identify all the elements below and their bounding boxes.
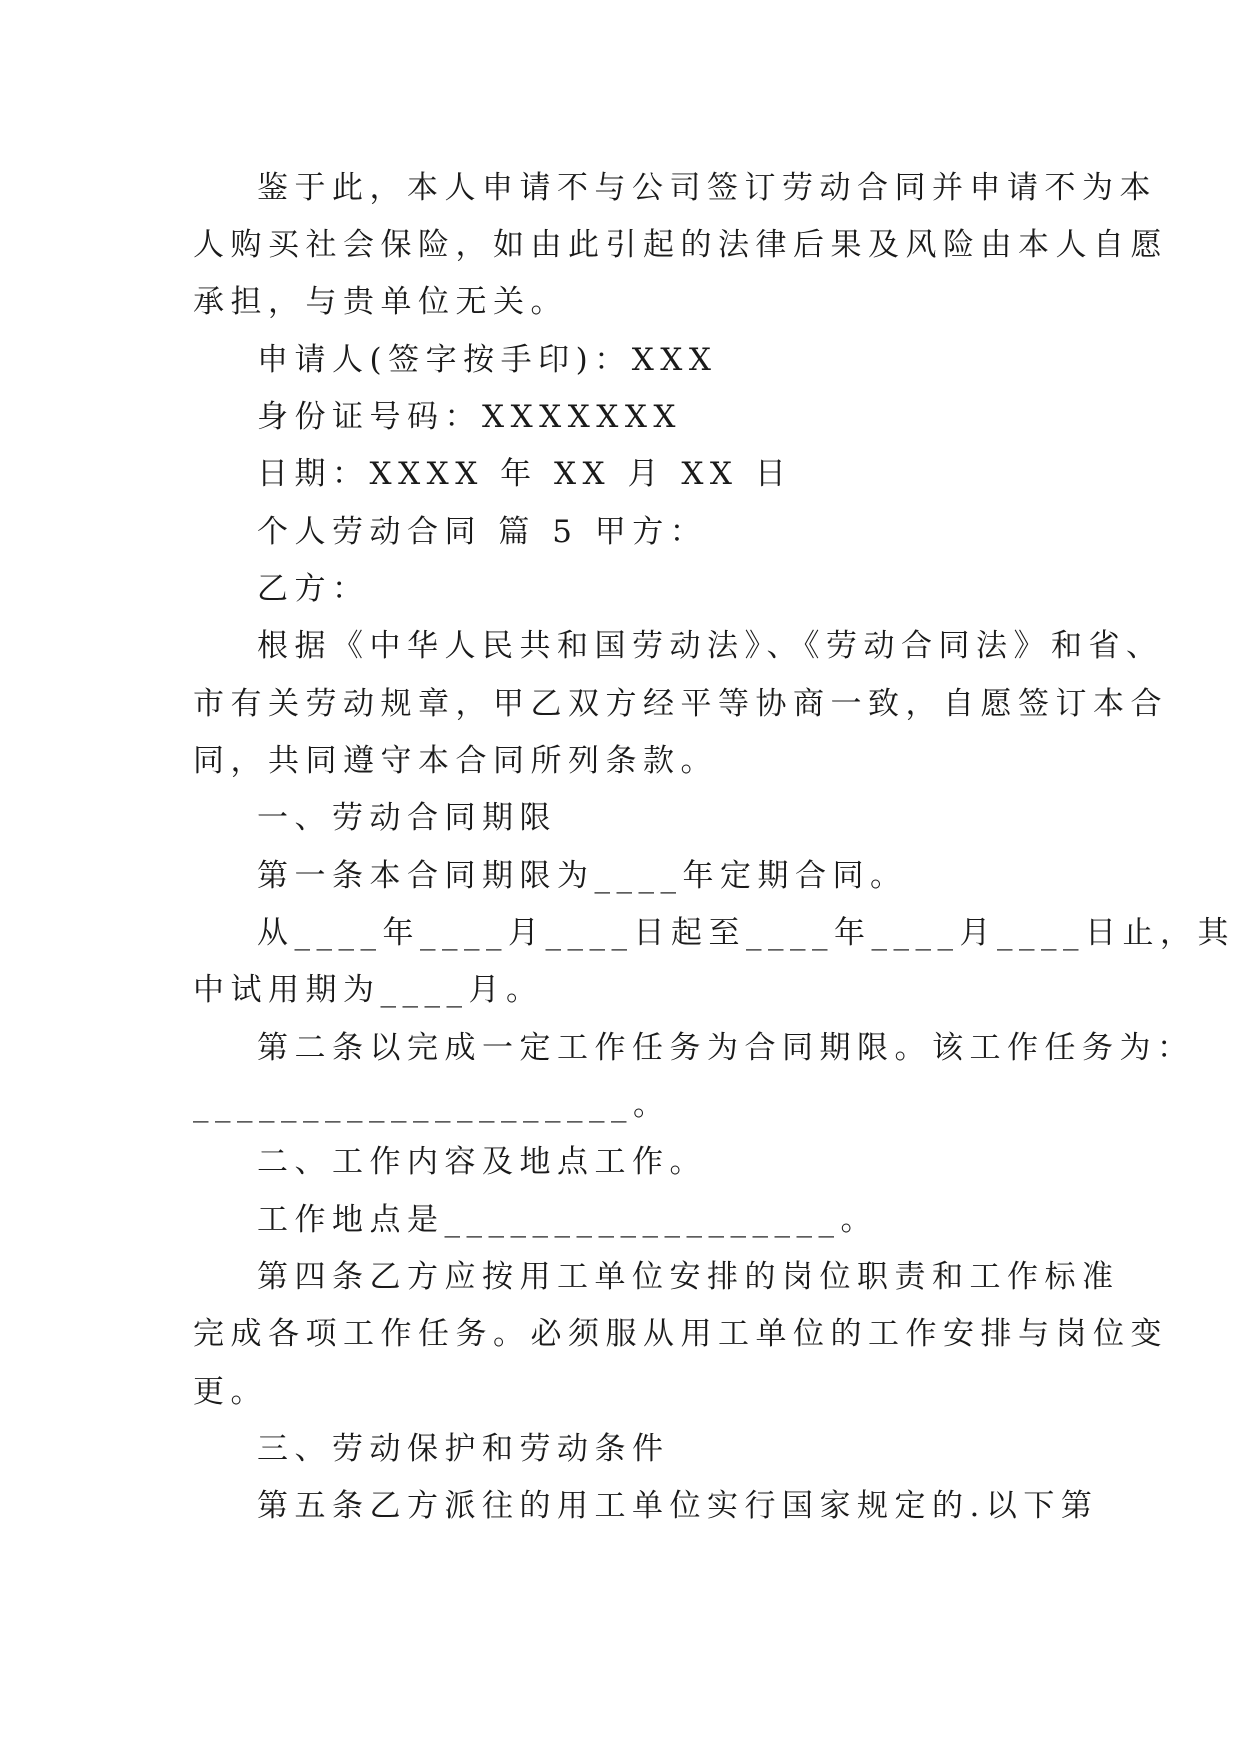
id-number-line: 身份证号码：XXXXXXX [257,399,682,435]
section-heading: 一、劳动合同期限 [257,800,557,836]
article-line: 第一条本合同期限为____年定期合同。 [257,858,908,894]
article-line: 第二条以完成一定工作任务为合同期限。该工作任务为： [257,1030,1195,1066]
paragraph-line: 从____年____月____日起至____年____月____日止，其 [257,915,1235,951]
paragraph-line: 承担，与贵单位无关。 [193,284,568,320]
paragraph-line: 完成各项工作任务。必须服从用工单位的工作安排与岗位变 [193,1316,1168,1352]
work-location-line: 工作地点是__________________。 [257,1202,878,1238]
article-line: 第五条乙方派往的用工单位实行国家规定的.以下第 [257,1488,1099,1524]
party-b-line: 乙方： [257,571,370,607]
section-heading: 二、工作内容及地点工作。 [257,1144,707,1180]
paragraph-line: 更。 [193,1374,268,1410]
paragraph-line: 人购买社会保险，如由此引起的法律后果及风险由本人自愿 [193,227,1168,263]
paragraph-line: 根据《中华人民共和国劳动法》、《劳动合同法》和省、 [257,628,1164,664]
contract-title-line: 个人劳动合同 篇 5 甲方： [257,514,708,550]
paragraph-line: 中试用期为____月。 [193,972,544,1008]
paragraph-line: 鉴于此，本人申请不与公司签订劳动合同并申请不为本 [257,170,1157,206]
section-heading: 三、劳动保护和劳动条件 [257,1431,670,1467]
paragraph-line: 同，共同遵守本合同所列条款。 [193,743,718,779]
blank-fill-line: ____________________。 [193,1087,671,1123]
date-line: 日期：XXXX 年 XX 月 XX 日 [257,456,793,492]
applicant-signature-line: 申请人(签字按手印)：XXX [257,342,718,378]
paragraph-line: 市有关劳动规章，甲乙双方经平等协商一致，自愿签订本合 [193,686,1168,722]
article-line: 第四条乙方应按用工单位安排的岗位职责和工作标准 [257,1259,1120,1295]
